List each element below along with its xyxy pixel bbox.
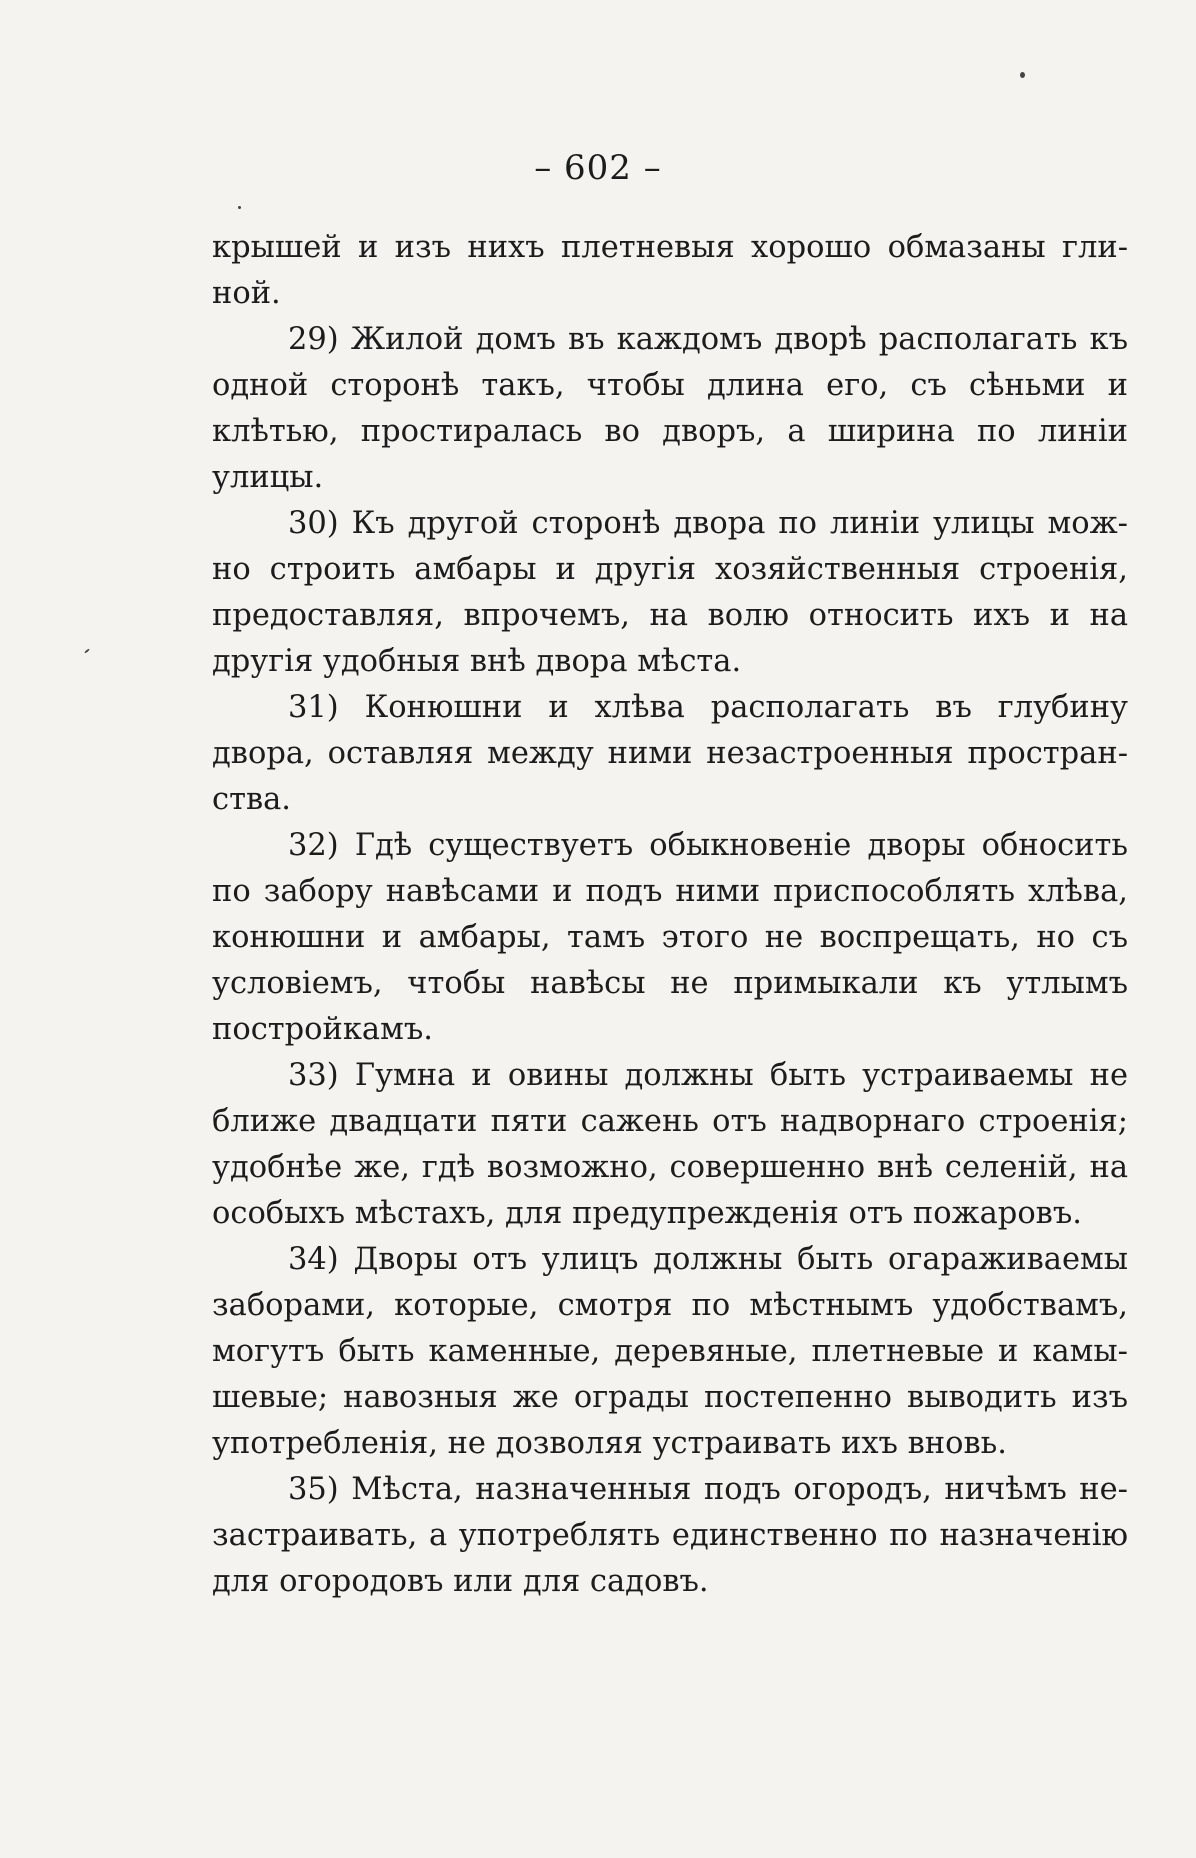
- text-line: 34) Дворы отъ улицъ должны быть огараживаемы: [288, 1242, 1128, 1277]
- text-line: ства.: [212, 782, 292, 817]
- text-line: клѣтью, простиралась во дворъ, а ширина по линіи: [212, 414, 1128, 449]
- text-line: употребленія, не дозволяя устраивать ихъ вновь.: [212, 1426, 1007, 1461]
- text-line: 30) Къ другой сторонѣ двора по линіи улицы мож-: [288, 506, 1128, 541]
- text-line: предоставляя, впрочемъ, на волю относить ихъ и на: [212, 598, 1128, 633]
- text-line: крышей и изъ нихъ плетневыя хорошо обмазаны гли-: [212, 230, 1128, 265]
- text-line: условіемъ, чтобы навѣсы не примыкали къ утлымъ: [212, 966, 1128, 1001]
- text-line: заборами, которые, смотря по мѣстнымъ удобствамъ,: [212, 1288, 1128, 1323]
- print-speck: [238, 206, 241, 209]
- text-line: шевые; навозныя же ограды постепенно выводить изъ: [212, 1380, 1128, 1415]
- text-line: 29) Жилой домъ въ каждомъ дворѣ располагать къ: [288, 322, 1128, 357]
- text-line: 32) Гдѣ существуетъ обыкновеніе дворы обносить: [288, 828, 1128, 863]
- text-line: одной сторонѣ такъ, чтобы длина его, съ сѣньми и: [212, 368, 1128, 403]
- text-line: 31) Конюшни и хлѣва располагать въ глубину: [288, 690, 1128, 725]
- text-line: 33) Гумна и овины должны быть устраиваемы не: [288, 1058, 1128, 1093]
- text-line: могутъ быть каменные, деревяные, плетневые и камы-: [212, 1334, 1128, 1369]
- print-speck: [1020, 72, 1025, 78]
- text-line: особыхъ мѣстахъ, для предупрежденія отъ пожаровъ.: [212, 1196, 1082, 1231]
- text-line: другія удобныя внѣ двора мѣста.: [212, 644, 742, 679]
- text-line: по забору навѣсами и подъ ними приспособлять хлѣва,: [212, 874, 1128, 909]
- text-line: удобнѣе же, гдѣ возможно, совершенно внѣ селеній, на: [212, 1150, 1128, 1185]
- text-line: ной.: [212, 276, 281, 311]
- text-line: конюшни и амбары, тамъ этого не воспрещать, но съ: [212, 920, 1128, 955]
- text-line: постройкамъ.: [212, 1012, 433, 1047]
- text-line: 35) Мѣста, назначенныя подъ огородъ, ничѣмъ не-: [288, 1472, 1128, 1507]
- text-line: застраивать, а употреблять единственно по назначенію: [212, 1518, 1128, 1553]
- text-line: ближе двадцати пяти сажень отъ надворнаго строенія;: [212, 1104, 1128, 1139]
- text-line: двора, оставляя между ними незастроенныя простран-: [212, 736, 1128, 771]
- text-line: но строить амбары и другія хозяйственныя строенія,: [212, 552, 1128, 587]
- page-number: – 602 –: [534, 148, 662, 188]
- text-line: для огородовъ или для садовъ.: [212, 1564, 709, 1599]
- text-line: улицы.: [212, 460, 324, 495]
- print-speck: [84, 648, 90, 653]
- body-text: [212, 225, 1128, 1605]
